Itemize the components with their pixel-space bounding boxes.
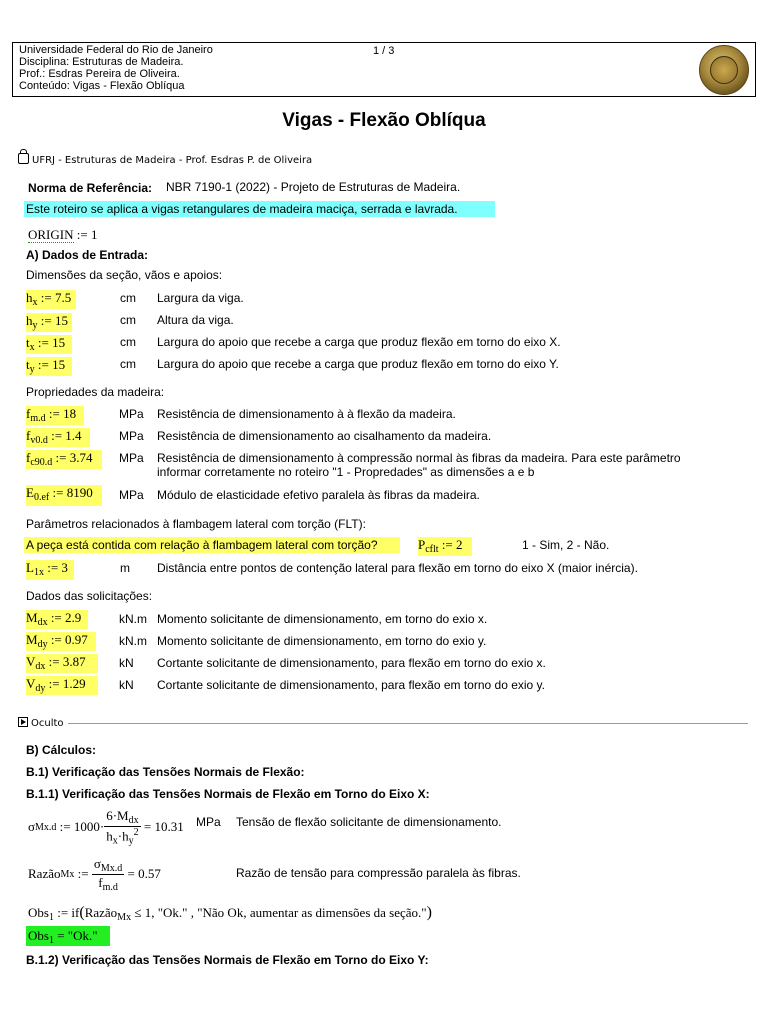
obs-formula[interactable]: Obs$_1$ := if(Razão$_{Mx}$ ≤ 1, "Ok." , "Não Ok, aumentar as dimensões da seção.") [28,904,432,923]
l1x-unit: m [120,561,130,575]
load-mdy-input[interactable]: $M_{dy}$ := 0.97 [26,632,96,651]
dim-hy-desc: Altura da viga. [157,313,234,327]
section-b12-title: B.1.2) Verificação das Tensões Normais de Flexão em Torno do Eixo Y: [26,953,429,967]
header-professor: Prof.: Esdras Pereira de Oliveira. [19,68,180,80]
load-mdx-unit: kN.m [119,612,147,626]
prop-e0ef-input[interactable]: $E_{0.ef}$ := 8190 [26,485,102,506]
dim-hy-unit: cm [120,313,136,327]
origin-definition[interactable] [28,227,97,243]
protected-region-header[interactable] [18,153,312,166]
origin-name: ORIGIN [28,227,74,242]
reference-value: NBR 7190-1 (2022) - Projeto de Estruturas de Madeira. [166,180,461,194]
lock-icon [18,153,29,164]
header-discipline: Disciplina: Estruturas de Madeira. [19,56,184,68]
sigma-unit: MPa [196,815,221,829]
prop-fmd-unit: MPa [119,407,144,421]
scope-note: Este roteiro se aplica a vigas retangulares de madeira maciça, serrada e lavrada. [24,201,495,217]
header-content: Conteúdo: Vigas - Flexão Oblíqua [19,80,185,92]
l1x-input[interactable]: $L_{1x}$ := 3 [26,560,74,580]
prop-fv0d-input[interactable]: $f_{v0.d}$ := 1.4 [26,428,90,447]
sigma-fraction: $\frac{6\cdot M_{dx}}{h_x\cdot h_y^2}$ [106,807,139,847]
load-vdy-input[interactable]: $V_{dy}$ := 1.29 [26,676,98,695]
dim-tx-desc: Largura do apoio que recebe a carga que produz flexão em torno do eixo X. [157,335,561,349]
prop-e0ef-unit: MPa [119,488,144,502]
sigma-desc: Tensão de flexão solicitante de dimensionamento. [236,815,502,829]
prop-fc90d-desc: Resistência de dimensionamento à compressão normal às fibras da madeira. Para este parâmetro [157,451,681,465]
header-page-number: 1 / 3 [373,45,395,57]
obs-result: Obs$_1$ = "Ok." [26,926,110,946]
prop-e0ef-desc: Módulo de elasticidade efetivo paralela às fibras da madeira. [157,488,480,502]
ratio-mx-formula[interactable]: Razão Mx := $\frac{\sigma_{Mx.d}}{f_{m.d}}$ = 0.57 [28,855,161,893]
dim-ty-desc: Largura do apoio que recebe a carga que produz flexão em torno do eixo Y. [157,357,559,371]
dim-hy-input[interactable]: $h_y$ := 15 [26,313,72,332]
dims-heading: Dimensões da seção, vãos e apoios: [26,268,223,282]
prop-fv0d-desc: Resistência de dimensionamento ao cisalhamento da madeira. [157,429,492,443]
university-seal-logo [699,45,749,95]
loads-heading: Dados das solicitações: [26,589,153,603]
sigma-mxd-formula[interactable]: σ Mx.d := 1000 · $\frac{6\cdot M_{dx}}{h_x\cdot h_y^2}$ = 10.31 [28,807,184,847]
flt-question: A peça está contida com relação à flambagem lateral com torção? [24,537,400,553]
flt-heading: Parâmetros relacionados à flambagem lateral com torção (FLT): [26,517,366,531]
hidden-region-label: Oculto [31,718,64,729]
prop-fc90d-unit: MPa [119,451,144,465]
hidden-region-divider [20,723,748,724]
section-b-title: B) Cálculos: [26,743,97,757]
load-vdx-input[interactable]: $V_{dx}$ := 3.87 [26,654,98,673]
section-b11-title: B.1.1) Verificação das Tensões Normais de Flexão em Torno do Eixo X: [26,787,430,801]
ratio-desc: Razão de tensão para compressão paralela às fibras. [236,866,521,880]
dim-ty-unit: cm [120,357,136,371]
header-university: Universidade Federal do Rio de Janeiro [19,44,213,56]
prop-fmd-input[interactable]: $f_{m.d}$ := 18 [26,406,84,425]
prop-fmd-desc: Resistência de dimensionamento à à flexão da madeira. [157,407,456,421]
section-a-title: A) Dados de Entrada: [26,248,149,262]
section-b1-title: B.1) Verificação das Tensões Normais de Flexão: [26,765,305,779]
reference-label: Norma de Referência: [28,181,153,195]
document-header [12,42,756,97]
dim-ty-input[interactable]: $t_y$ := 15 [26,357,72,376]
expand-triangle-icon [18,717,28,727]
load-vdy-unit: kN [119,678,134,692]
flt-options: 1 - Sim, 2 - Não. [522,538,610,552]
load-vdx-desc: Cortante solicitante de dimensionamento, para flexão em torno do exio x. [157,656,546,670]
hidden-region-toggle[interactable] [18,717,68,729]
ratio-fraction: $\frac{\sigma_{Mx.d}}{f_{m.d}}$ [93,855,123,893]
dim-tx-input[interactable]: $t_x$ := 15 [26,335,72,354]
load-mdx-desc: Momento solicitante de dimensionamento, em torno do exio x. [157,612,488,626]
l1x-desc: Distância entre pontos de contenção lateral para flexão em torno do eixo X (maior inércia). [157,561,638,575]
load-mdy-desc: Momento solicitante de dimensionamento, em torno do exio y. [157,634,487,648]
dim-hx-desc: Largura da viga. [157,291,244,305]
lock-line-text: UFRJ - Estruturas de Madeira - Prof. Esdras P. de Oliveira [32,155,313,166]
prop-fc90d-desc-cont: informar corretamente no roteiro "1 - Propredades" as dimensões a e b [157,465,535,479]
prop-fc90d-input[interactable]: $f_{c90.d}$ := 3.74 [26,450,102,469]
origin-value: 1 [90,227,98,242]
dim-hx-unit: cm [120,291,136,305]
origin-assign: := [76,227,88,242]
dim-tx-unit: cm [120,335,136,349]
load-mdx-input[interactable]: $M_{dx}$ := 2.9 [26,610,88,629]
load-vdx-unit: kN [119,656,134,670]
prop-fv0d-unit: MPa [119,429,144,443]
flt-param-input[interactable]: $P_{cflt}$ := 2 [418,537,472,556]
load-mdy-unit: kN.m [119,634,147,648]
dim-hx-input[interactable]: $h_x$ := 7.5 [26,290,76,309]
page-title: Vigas - Flexão Oblíqua [282,110,486,131]
load-vdy-desc: Cortante solicitante de dimensionamento, para flexão em torno do exio y. [157,678,545,692]
props-heading: Propriedades da madeira: [26,385,165,399]
